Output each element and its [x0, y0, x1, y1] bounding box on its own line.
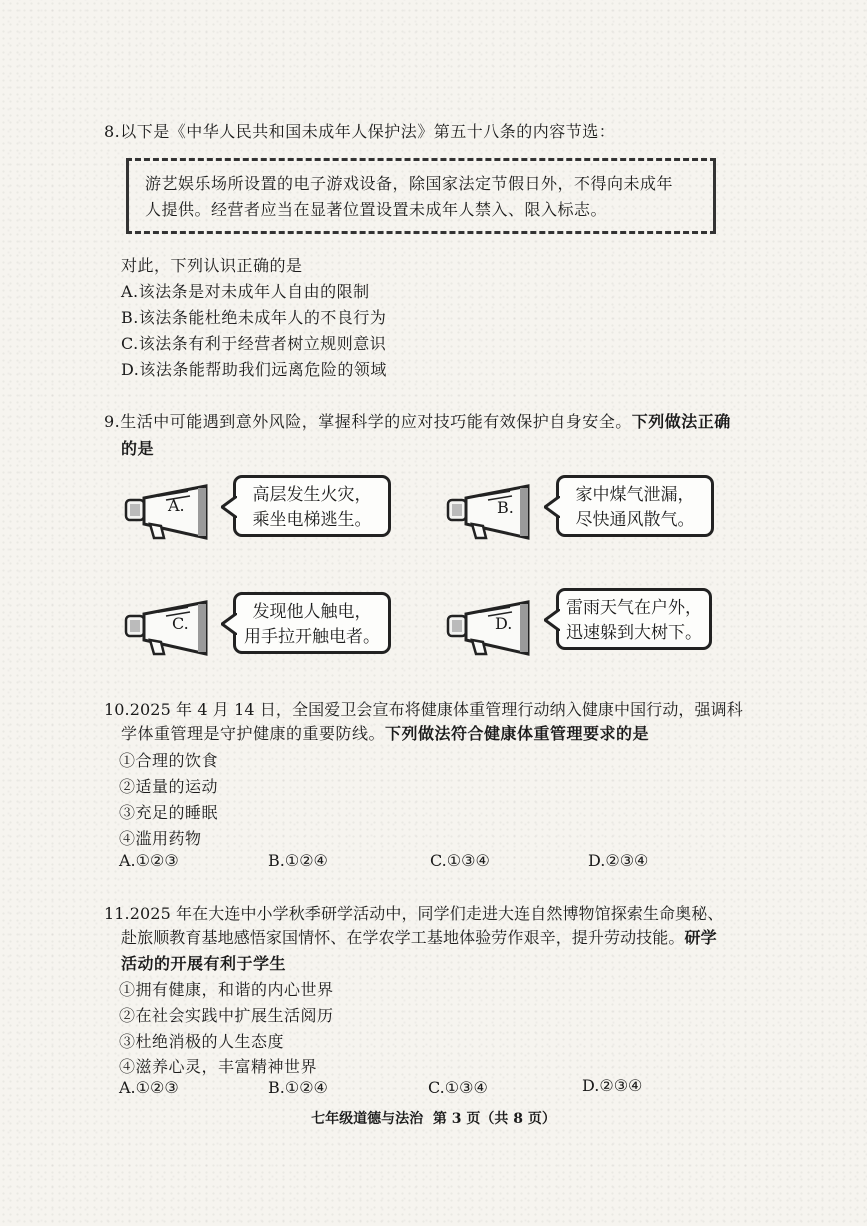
q11-stem-line2	[121, 928, 717, 948]
q9-choice-d-line1: 雷雨天气在户外，	[566, 598, 702, 618]
q8-quote-box	[126, 158, 716, 234]
q10-option-c: C.①③④	[430, 851, 490, 870]
q8-option-b: B.该法条能杜绝未成年人的不良行为	[121, 308, 387, 327]
q9-choice-a-letter: A.	[168, 496, 185, 515]
q10-stem-normal: 学体重管理是守护健康的重要防线。	[121, 724, 386, 743]
q10-option-b: B.①②④	[268, 851, 328, 870]
q11-stem-normal: 赴旅顺教育基地感悟家国情怀、在学农学工基地体验劳作艰辛，提升劳动技能。	[121, 928, 685, 947]
q11-option-b: B.①②④	[268, 1078, 328, 1097]
q9-choice-a-line2: 乘坐电梯逃生。	[252, 510, 372, 530]
q8-question: 对此，下列认识正确的是	[121, 256, 303, 275]
speech-tail-icon	[544, 496, 560, 518]
q8-option-d: D.该法条能帮助我们远离危险的领域	[121, 360, 387, 379]
q9-choice-b-bubble	[556, 475, 714, 537]
q11-option-a: A.①②③	[119, 1078, 179, 1097]
q9-stem-line2: 的是	[121, 439, 155, 458]
q9-choice-c-line1: 发现他人触电，	[252, 602, 372, 622]
q10-item-1: ①合理的饮食	[119, 751, 219, 770]
q9-choice-d-letter: D.	[495, 614, 513, 633]
speech-tail-icon	[221, 496, 237, 518]
q9-stem-line1	[104, 412, 731, 432]
q10-option-a: A.①②③	[119, 851, 179, 870]
q9-choice-d-bubble	[556, 588, 712, 650]
q8-quote-line1: 游艺娱乐场所设置的电子游戏设备，除国家法定节假日外，不得向未成年	[145, 174, 674, 193]
q11-item-2: ②在社会实践中扩展生活阅历	[119, 1006, 334, 1025]
q10-stem-bold: 下列做法符合健康体重管理要求的是	[385, 724, 650, 743]
q10-item-4: ④滥用药物	[119, 829, 202, 848]
q9-stem-normal: 9.生活中可能遇到意外风险，掌握科学的应对技巧能有效保护自身安全。	[104, 412, 632, 431]
q11-stem-line3: 活动的开展有利于学生	[121, 954, 287, 973]
q11-item-4: ④滋养心灵，丰富精神世界	[119, 1057, 318, 1076]
q9-choice-c-line2: 用手拉开触电者。	[244, 627, 380, 647]
q10-option-d: D.②③④	[588, 851, 649, 870]
megaphone-icon	[446, 484, 536, 540]
page-footer: 七年级道德与法治 第 3 页（共 8 页）	[311, 1111, 556, 1127]
q9-choice-c-letter: C.	[172, 614, 189, 633]
q9-choice-c-bubble	[233, 592, 391, 654]
q10-stem-line1: 10.2025 年 4 月 14 日，全国爱卫会宣布将健康体重管理行动纳入健康中国行动，强调科	[104, 700, 743, 719]
q11-stem-bold: 研学	[684, 928, 717, 947]
q8-quote-line2: 人提供。经营者应当在显著位置设置未成年人禁入、限入标志。	[145, 200, 608, 219]
q10-stem-line2	[121, 724, 649, 744]
q9-choice-b-line1: 家中煤气泄漏，	[575, 485, 695, 505]
q9-choice-b-letter: B.	[497, 498, 514, 517]
megaphone-icon	[124, 600, 214, 656]
q11-item-3: ③杜绝消极的人生态度	[119, 1032, 285, 1051]
megaphone-icon	[446, 600, 536, 656]
q9-choice-a-bubble	[233, 475, 391, 537]
q10-item-2: ②适量的运动	[119, 777, 219, 796]
q11-stem-line1: 11.2025 年在大连中小学秋季研学活动中，同学们走进大连自然博物馆探索生命奥秘、	[104, 904, 724, 923]
q10-item-3: ③充足的睡眠	[119, 803, 219, 822]
q8-stem: 8.以下是《中华人民共和国未成年人保护法》第五十八条的内容节选：	[104, 122, 616, 141]
q11-option-d: D.②③④	[582, 1076, 643, 1095]
speech-tail-icon	[221, 613, 237, 635]
q8-option-c: C.该法条有利于经营者树立规则意识	[121, 334, 387, 353]
speech-tail-icon	[544, 609, 560, 631]
q11-item-1: ①拥有健康，和谐的内心世界	[119, 980, 334, 999]
q9-choice-a-line1: 高层发生火灾，	[252, 485, 372, 505]
q11-option-c: C.①③④	[428, 1078, 488, 1097]
q9-choice-b-line2: 尽快通风散气。	[575, 510, 695, 530]
q9-stem-bold: 下列做法正确	[631, 412, 731, 431]
q8-option-a: A.该法条是对未成年人自由的限制	[121, 282, 370, 301]
q9-choice-d-line2: 迅速躲到大树下。	[566, 623, 702, 643]
